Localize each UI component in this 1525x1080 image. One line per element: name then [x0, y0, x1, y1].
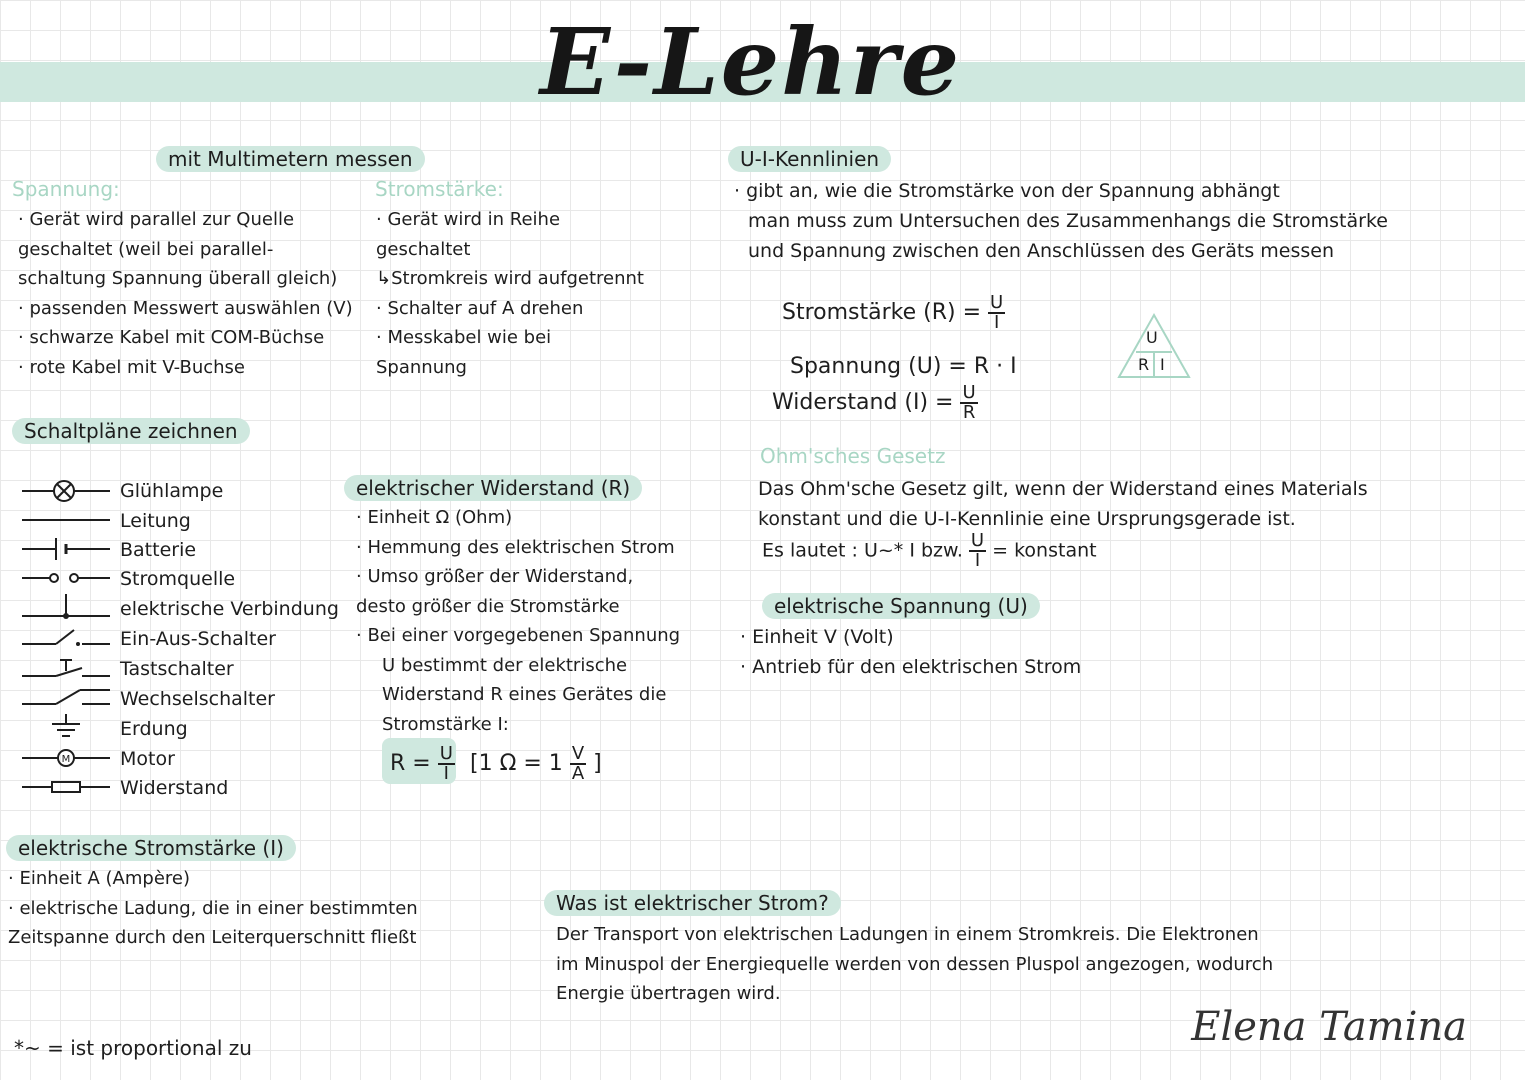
- note-line: · rote Kabel mit V-Buchse: [18, 356, 245, 378]
- push-button-symbol-icon: [20, 656, 112, 682]
- note-line: · elektrische Ladung, die in einer bestimmten: [8, 897, 418, 919]
- note-line: · Einheit A (Ampère): [8, 868, 190, 889]
- voltage-heading: elektrische Spannung (U): [762, 593, 1040, 619]
- triangle-right-label: I: [1160, 355, 1165, 374]
- ground-symbol-icon: [20, 714, 112, 740]
- rule-rhs: = konstant: [992, 539, 1097, 562]
- note-line: Stromstärke I:: [382, 713, 509, 735]
- note-line: · schwarze Kabel mit COM-Büchse: [18, 327, 325, 348]
- note-line: · Antrieb für den elektrischen Strom: [740, 656, 1082, 678]
- symbol-label: Widerstand: [120, 777, 229, 799]
- resistance-formula: [390, 745, 455, 783]
- symbol-label: Stromquelle: [120, 568, 236, 590]
- current-notes: [8, 864, 418, 953]
- lamp-symbol-icon: [20, 478, 112, 504]
- note-line: · Gerät wird in Reihe: [376, 209, 561, 230]
- note-line: Energie übertragen wird.: [556, 983, 781, 1004]
- ui-curves-notes: [734, 176, 1388, 266]
- note-line: im Minuspol der Energiequelle werden von dessen Pluspol angezogen, wodurch: [556, 953, 1274, 975]
- symbol-label: elektrische Verbindung: [120, 598, 339, 620]
- numerator: U: [439, 743, 453, 764]
- switch-symbol-icon: [20, 626, 112, 652]
- what-is-current-notes: [556, 920, 1273, 1009]
- triangle-left-label: R: [1138, 355, 1150, 374]
- voltage-notes: [740, 622, 1081, 682]
- note-line: · Gerät wird parallel zur Quelle: [18, 209, 295, 230]
- voltage-subheading: Spannung:: [12, 177, 120, 201]
- note-line: · Bei einer vorgegebenen Spannung: [356, 625, 681, 646]
- symbol-label: Batterie: [120, 539, 197, 561]
- multimeter-heading: mit Multimetern messen: [156, 146, 425, 172]
- ui-curves-heading: U-I-Kennlinien: [728, 146, 891, 172]
- note-line: U bestimmt der elektrische: [382, 654, 628, 676]
- page-title: E-Lehre: [540, 8, 962, 116]
- note-line: Zeitspanne durch den Leiterquerschnitt fließt: [8, 927, 417, 948]
- note-line: geschaltet: [376, 238, 471, 260]
- ohm-notes: [758, 474, 1368, 534]
- power-source-symbol-icon: [20, 565, 112, 591]
- numerator: V: [571, 743, 585, 764]
- symbol-label: Motor: [120, 748, 175, 770]
- denominator: I: [443, 763, 449, 784]
- motor-symbol-icon: [20, 745, 112, 771]
- what-is-current-heading: Was ist elektrischer Strom?: [544, 890, 841, 916]
- formula-lhs: Widerstand (I) =: [772, 390, 954, 415]
- voltage-measure-notes: [18, 205, 353, 382]
- unit-close: ]: [593, 751, 602, 776]
- note-line: Widerstand R eines Gerätes die: [382, 684, 667, 705]
- note-line: konstant und die U-I-Kennlinie eine Ursprungsgerade ist.: [758, 508, 1296, 530]
- note-line: ↳Stromkreis wird aufgetrennt: [376, 268, 644, 289]
- footnote: *~ = ist proportional zu: [14, 1036, 252, 1060]
- fraction: [988, 294, 1005, 332]
- triangle-top-label: U: [1146, 328, 1158, 347]
- resistance-formula-ui: [772, 384, 978, 422]
- denominator: I: [974, 550, 981, 571]
- battery-symbol-icon: [20, 536, 112, 562]
- rule-lhs: Es lautet : U~* I bzw.: [762, 539, 963, 562]
- numerator: U: [990, 292, 1004, 313]
- voltage-formula: Spannung (U) = R · I: [790, 354, 1017, 379]
- note-line: man muss zum Untersuchen des Zusammenhangs die Stromstärke: [748, 210, 1388, 232]
- formula-lhs: Stromstärke (R) =: [782, 300, 982, 325]
- ohm-rule: [762, 532, 1097, 570]
- resistance-notes: [356, 503, 680, 739]
- resistance-heading: elektrischer Widerstand (R): [344, 475, 642, 501]
- symbol-label: Wechselschalter: [120, 688, 275, 710]
- current-subheading: Stromstärke:: [375, 177, 504, 201]
- note-line: · Hemmung des elektrischen Strom: [356, 536, 675, 558]
- resistor-symbol-icon: [20, 774, 112, 800]
- note-line: · Einheit Ω (Ohm): [356, 507, 513, 528]
- numerator: U: [970, 530, 985, 551]
- wire-symbol-icon: [20, 507, 112, 533]
- unit-lhs: [1 Ω = 1: [470, 751, 563, 776]
- note-line: · Umso größer der Widerstand,: [356, 566, 634, 587]
- ohm-heading: Ohm'sches Gesetz: [760, 444, 946, 468]
- fraction: [570, 745, 586, 783]
- symbol-label: Glühlampe: [120, 480, 224, 502]
- current-measure-notes: [376, 205, 644, 382]
- denominator: I: [993, 312, 1000, 333]
- circuit-heading: Schaltpläne zeichnen: [12, 418, 250, 444]
- symbol-label: Leitung: [120, 510, 191, 532]
- junction-symbol-icon: [20, 594, 112, 620]
- current-formula: [782, 294, 1005, 332]
- numerator: U: [962, 382, 976, 403]
- note-line: Spannung: [376, 356, 467, 378]
- current-heading: elektrische Stromstärke (I): [6, 835, 296, 861]
- fraction: [960, 384, 977, 422]
- note-line: · Messkabel wie bei: [376, 327, 552, 348]
- fraction: [969, 532, 986, 570]
- note-line: Das Ohm'sche Gesetz gilt, wenn der Widerstand eines Materials: [758, 478, 1368, 500]
- note-line: · Schalter auf A drehen: [376, 297, 584, 319]
- denominator: A: [571, 763, 585, 784]
- denominator: R: [962, 402, 976, 423]
- note-line: und Spannung zwischen den Anschlüssen des Geräts messen: [748, 240, 1334, 262]
- note-line: · passenden Messwert auswählen (V): [18, 297, 353, 319]
- symbol-label: Erdung: [120, 718, 188, 740]
- note-line: geschaltet (weil bei parallel-: [18, 238, 274, 260]
- fraction: [438, 745, 455, 783]
- note-line: · Einheit V (Volt): [740, 626, 894, 648]
- note-line: desto größer die Stromstärke: [356, 595, 620, 617]
- ohm-unit-definition: [470, 745, 602, 783]
- changeover-switch-symbol-icon: [20, 686, 112, 712]
- symbol-label: Tastschalter: [120, 658, 234, 680]
- signature: Elena Tamina: [1191, 1004, 1467, 1050]
- note-line: Der Transport von elektrischen Ladungen in einem Stromkreis. Die Elektronen: [556, 924, 1259, 945]
- formula-lhs: R =: [390, 751, 431, 776]
- svg-text:M: M: [61, 754, 71, 765]
- note-line: schaltung Spannung überall gleich): [18, 268, 338, 289]
- symbol-label: Ein-Aus-Schalter: [120, 628, 276, 650]
- note-line: · gibt an, wie die Stromstärke von der Spannung abhängt: [734, 180, 1280, 202]
